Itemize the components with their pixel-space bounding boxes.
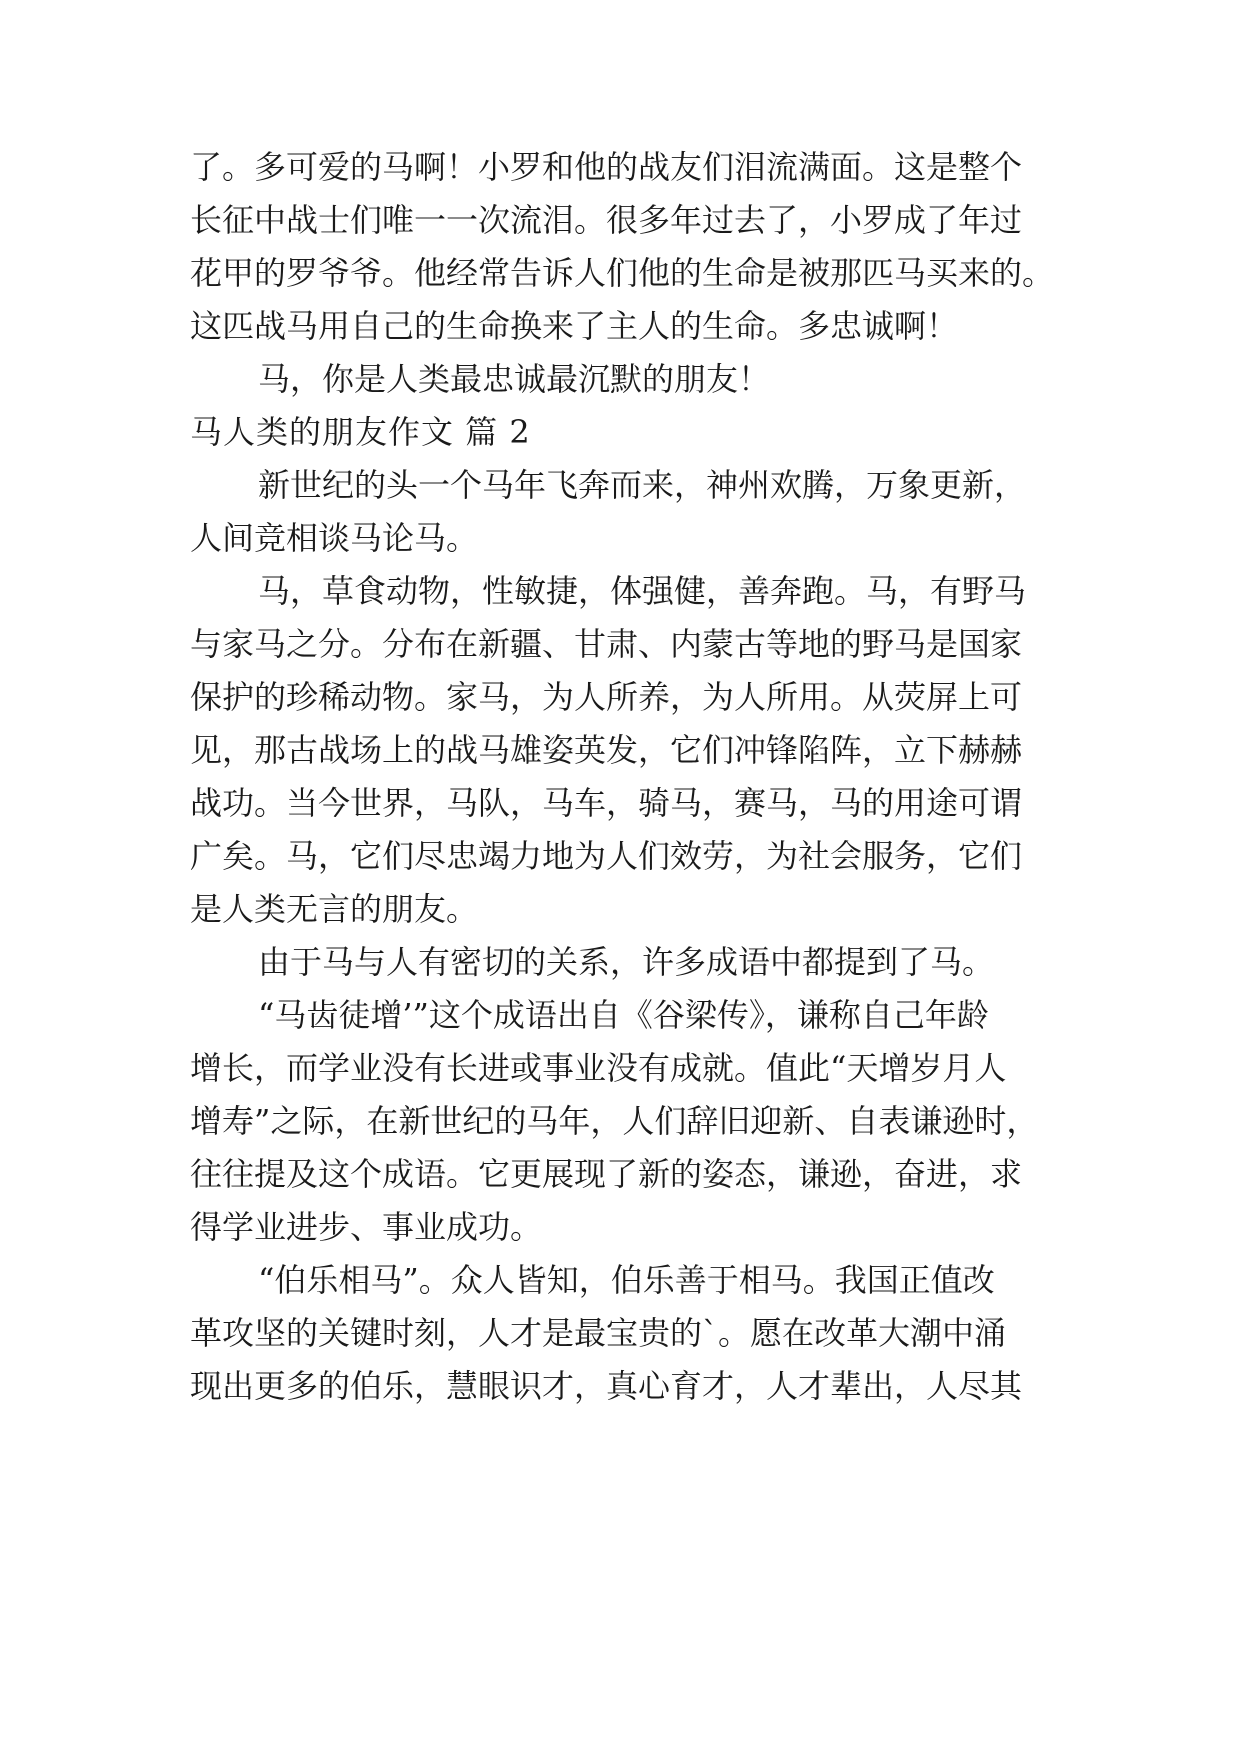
- text-line: 战功。当今世界，马队，马车，骑马，赛马，马的用途可谓: [190, 784, 1023, 822]
- text-line: 这匹战马用自己的生命换来了主人的生命。多忠诚啊！: [190, 307, 959, 345]
- text-line: 新世纪的头一个马年飞奔而来，神州欢腾，万象更新，: [258, 466, 1027, 504]
- text-line: 见，那古战场上的战马雄姿英发，它们冲锋陷阵，立下赫赫: [190, 731, 1023, 769]
- text-line: 广矣。马，它们尽忠竭力地为人们效劳，为社会服务，它们: [190, 837, 1023, 875]
- section-heading: 马人类的朋友作文 篇 2: [190, 413, 531, 451]
- text-line: 马，你是人类最忠诚最沉默的朋友！: [258, 360, 771, 398]
- text-line: 得学业进步、事业成功。: [190, 1208, 543, 1246]
- text-line: 增寿”之际，在新世纪的马年，人们辞旧迎新、自表谦逊时，: [190, 1102, 1039, 1140]
- text-line: 马，草食动物，性敏捷，体强健，善奔跑。马，有野马: [258, 572, 1027, 610]
- text-line: “伯乐相马”。众人皆知，伯乐善于相马。我国正值改: [258, 1261, 995, 1299]
- text-line: 现出更多的伯乐，慧眼识才，真心育才，人才辈出，人尽其: [190, 1367, 1023, 1405]
- text-line: 花甲的罗爷爷。他经常告诉人们他的生命是被那匹马买来的。: [190, 254, 1055, 292]
- text-line: 长征中战士们唯一一次流泪。很多年过去了，小罗成了年过: [190, 201, 1023, 239]
- text-line: 由于马与人有密切的关系，许多成语中都提到了马。: [258, 943, 995, 981]
- text-line: “马齿徒增’”这个成语出自《谷梁传》，谦称自己年龄: [258, 996, 989, 1034]
- text-line: 与家马之分。分布在新疆、甘肃、内蒙古等地的野马是国家: [190, 625, 1023, 663]
- text-line: 人间竞相谈马论马。: [190, 519, 479, 557]
- text-line: 往往提及这个成语。它更展现了新的姿态，谦逊，奋进，求: [190, 1155, 1023, 1193]
- text-line: 是人类无言的朋友。: [190, 890, 479, 928]
- text-line: 保护的珍稀动物。家马，为人所养，为人所用。从荧屏上可: [190, 678, 1023, 716]
- text-line: 了。多可爱的马啊！小罗和他的战友们泪流满面。这是整个: [190, 148, 1023, 186]
- text-line: 革攻坚的关键时刻，人才是最宝贵的`。愿在改革大潮中涌: [190, 1314, 1007, 1352]
- text-line: 增长，而学业没有长进或事业没有成就。值此“天增岁月人: [190, 1049, 1007, 1087]
